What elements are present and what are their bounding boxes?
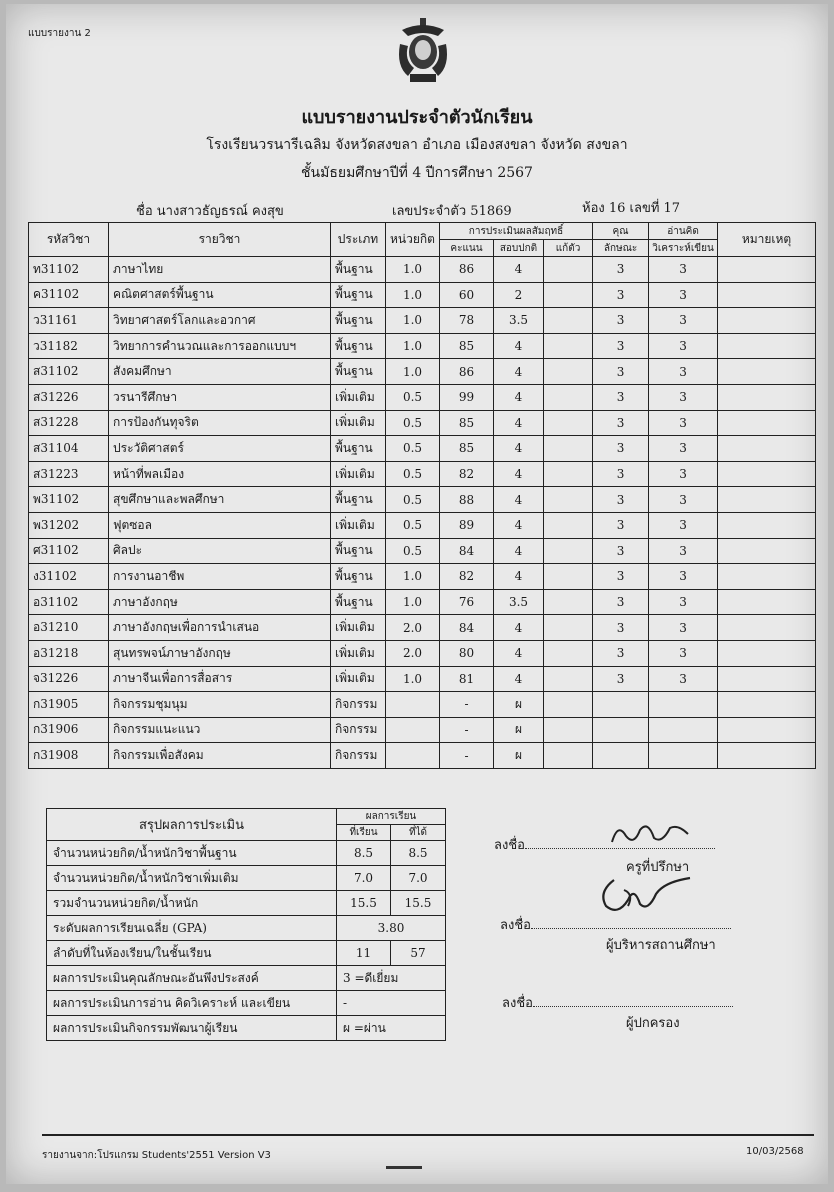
level-line: ชั้นมัธยมศึกษาปีที่ 4 ปีการศึกษา 2567 [301,165,533,181]
table-row [29,257,816,283]
parent-title: ผู้ปกครอง [626,1016,680,1031]
student-name: ชื่อ นางสาวธัญธรณ์ คงสุข [136,204,284,219]
score: 89 [440,512,494,538]
score: 60 [440,282,494,308]
rank-level: 57 [391,941,446,966]
table-row [29,512,816,538]
retest [544,743,593,769]
grade: 4 [494,333,544,359]
subject-name: วิทยาการคำนวณและการออกแบบฯ [109,333,331,359]
score: 81 [440,666,494,692]
subject-code: ศ31102 [29,538,109,564]
remark [718,384,816,410]
sign-label: ลงชื่อ [502,996,533,1011]
activity-eval-label: ผลการประเมินกิจกรรมพัฒนาผู้เรียน [47,1016,337,1041]
report-title: แบบรายงานประจำตัวนักเรียน [301,107,533,128]
subject-type: กิจกรรม [331,717,386,743]
credit: 1.0 [386,308,440,334]
subject-name: วิทยาศาสตร์โลกและอวกาศ [109,308,331,334]
credit: 0.5 [386,512,440,538]
reading-analysis: 3 [649,615,718,641]
score: 85 [440,333,494,359]
summary-row [47,841,446,866]
characteristic [593,743,649,769]
credit: 1.0 [386,257,440,283]
characteristic: 3 [593,487,649,513]
characteristic: 3 [593,666,649,692]
header-char-top: คุณ [593,223,649,240]
grade: ผ [494,717,544,743]
characteristic: 3 [593,359,649,385]
header-read-bottom: วิเคราะห์เขียน [649,240,718,257]
characteristic [593,717,649,743]
subject-name: ภาษาไทย [109,257,331,283]
score: 85 [440,436,494,462]
credit: 0.5 [386,384,440,410]
subject-code: ส31102 [29,359,109,385]
retest [544,257,593,283]
reading-analysis: 3 [649,436,718,462]
characteristic: 3 [593,538,649,564]
grade: 4 [494,564,544,590]
retest [544,538,593,564]
read-eval-label: ผลการประเมินการอ่าน คิดวิเคราะห์ และเขียน [47,991,337,1016]
characteristic: 3 [593,564,649,590]
subject-code: ส31228 [29,410,109,436]
subject-type: กิจกรรม [331,743,386,769]
grade: 4 [494,640,544,666]
retest [544,615,593,641]
subject-type: เพิ่มเติม [331,640,386,666]
footer-divider [42,1134,814,1136]
credit: 1.0 [386,333,440,359]
header-code: รหัสวิชา [29,223,109,257]
summary-label: รวมจำนวนหน่วยกิต/น้ำหนัก [47,891,337,916]
table-row [29,410,816,436]
remark [718,308,816,334]
credit: 1.0 [386,359,440,385]
characteristic: 3 [593,461,649,487]
summary-enrolled: 8.5 [337,841,391,866]
report-page [6,4,828,1184]
retest [544,333,593,359]
summary-title: สรุปผลการประเมิน [47,809,337,841]
char-eval-label: ผลการประเมินคุณลักษณะอันพึงประสงค์ [47,966,337,991]
retest [544,384,593,410]
subject-name: ศิลปะ [109,538,331,564]
header-char-bottom: ลักษณะ [593,240,649,257]
retest [544,692,593,718]
score: 88 [440,487,494,513]
table-row [29,333,816,359]
staple-mark [386,1166,422,1169]
reading-analysis: 3 [649,282,718,308]
credit: 0.5 [386,410,440,436]
table-row [29,564,816,590]
reading-analysis: 3 [649,640,718,666]
retest [544,308,593,334]
credit: 2.0 [386,640,440,666]
characteristic: 3 [593,410,649,436]
subject-type: เพิ่มเติม [331,384,386,410]
header-type: ประเภท [331,223,386,257]
summary-results-header: ผลการเรียน [337,809,446,825]
remark [718,461,816,487]
remark [718,717,816,743]
score: 85 [440,410,494,436]
subject-name: การงานอาชีพ [109,564,331,590]
subject-code: พ31102 [29,487,109,513]
remark [718,692,816,718]
credit [386,692,440,718]
advisor-title: ครูที่ปรึกษา [626,860,690,875]
credit: 0.5 [386,436,440,462]
subject-code: ว31182 [29,333,109,359]
grade: 4 [494,257,544,283]
table-row [29,282,816,308]
grade: ผ [494,692,544,718]
reading-analysis: 3 [649,384,718,410]
characteristic: 3 [593,512,649,538]
subject-name: ภาษาอังกฤษเพื่อการนำเสนอ [109,615,331,641]
rank-label: ลำดับที่ในห้องเรียน/ในชั้นเรียน [47,941,337,966]
subject-type: พื้นฐาน [331,589,386,615]
grade: 4 [494,359,544,385]
reading-analysis: 3 [649,538,718,564]
score: 84 [440,538,494,564]
grade: 4 [494,538,544,564]
characteristic: 3 [593,333,649,359]
reading-analysis: 3 [649,564,718,590]
retest [544,589,593,615]
score: 78 [440,308,494,334]
table-row [29,615,816,641]
subject-name: วรนารีศึกษา [109,384,331,410]
credit: 1.0 [386,666,440,692]
retest [544,640,593,666]
subject-code: จ31226 [29,666,109,692]
summary-row [47,891,446,916]
header-credit: หน่วยกิต [386,223,440,257]
grade: 4 [494,410,544,436]
reading-analysis [649,743,718,769]
grade: 3.5 [494,589,544,615]
subject-type: พื้นฐาน [331,282,386,308]
characteristic: 3 [593,436,649,462]
summary-enrolled: 15.5 [337,891,391,916]
advisor-signature-icon [604,816,694,852]
student-room: ห้อง 16 เลขที่ 17 [582,201,681,216]
characteristic: 3 [593,589,649,615]
grade: 4 [494,487,544,513]
retest [544,461,593,487]
subject-code: ส31226 [29,384,109,410]
score: 99 [440,384,494,410]
credit [386,717,440,743]
score: - [440,717,494,743]
reading-analysis: 3 [649,589,718,615]
credit: 0.5 [386,461,440,487]
remark [718,359,816,385]
header-read-top: อ่านคิด [649,223,718,240]
student-id: เลขประจำตัว 51869 [392,204,512,219]
subject-name: หน้าที่พลเมือง [109,461,331,487]
header-assessment: การประเมินผลสัมฤทธิ์ [440,223,593,240]
subject-name: คณิตศาสตร์พื้นฐาน [109,282,331,308]
grade: 4 [494,512,544,538]
parent-signature-line [502,992,733,1013]
remark [718,640,816,666]
summary-earned: 7.0 [391,866,446,891]
remark [718,564,816,590]
subject-name: ฟุตซอล [109,512,331,538]
remark [718,615,816,641]
remark [718,436,816,462]
grade: 4 [494,461,544,487]
subject-type: เพิ่มเติม [331,461,386,487]
remark [718,410,816,436]
subject-code: อ31102 [29,589,109,615]
summary-enrolled: 7.0 [337,866,391,891]
rank-room: 11 [337,941,391,966]
remark [718,282,816,308]
subject-code: ค31102 [29,282,109,308]
characteristic: 3 [593,640,649,666]
subject-type: เพิ่มเติม [331,410,386,436]
credit: 1.0 [386,282,440,308]
grade: ผ [494,743,544,769]
subject-type: พื้นฐาน [331,564,386,590]
subject-type: พื้นฐาน [331,487,386,513]
header-remark: หมายเหตุ [718,223,816,257]
summary-table [46,808,446,1041]
reading-analysis: 3 [649,308,718,334]
subject-name: ภาษาอังกฤษ [109,589,331,615]
subject-code: ง31102 [29,564,109,590]
director-title: ผู้บริหารสถานศึกษา [606,938,716,953]
score: 76 [440,589,494,615]
subject-code: ก31908 [29,743,109,769]
reading-analysis: 3 [649,461,718,487]
subject-code: ว31161 [29,308,109,334]
table-row [29,359,816,385]
reading-analysis: 3 [649,333,718,359]
subject-name: สังคมศึกษา [109,359,331,385]
subject-code: ก31905 [29,692,109,718]
credit: 0.5 [386,538,440,564]
credit: 1.0 [386,564,440,590]
subject-code: ส31104 [29,436,109,462]
remark [718,333,816,359]
reading-analysis [649,692,718,718]
footer-date: 10/03/2568 [746,1146,804,1157]
grade: 4 [494,666,544,692]
header-retest: แก้ตัว [544,240,593,257]
subject-name: ภาษาจีนเพื่อการสื่อสาร [109,666,331,692]
summary-col-enrolled: ที่เรียน [337,825,391,841]
retest [544,487,593,513]
summary-row [47,866,446,891]
header-subject: รายวิชา [109,223,331,257]
subject-code: อ31218 [29,640,109,666]
subject-type: เพิ่มเติม [331,615,386,641]
director-signature-icon [594,870,694,918]
table-row [29,666,816,692]
table-row [29,717,816,743]
director-signature-line [500,914,731,935]
characteristic: 3 [593,257,649,283]
reading-analysis [649,717,718,743]
remark [718,666,816,692]
retest [544,512,593,538]
subject-type: เพิ่มเติม [331,512,386,538]
char-eval-value: 3 =ดีเยี่ยม [337,966,446,991]
retest [544,282,593,308]
subject-name: กิจกรรมแนะแนว [109,717,331,743]
grade: 4 [494,436,544,462]
table-row [29,640,816,666]
activity-eval-value: ผ =ผ่าน [337,1016,446,1041]
subject-name: การป้องกันทุจริต [109,410,331,436]
subject-type: กิจกรรม [331,692,386,718]
subject-name: ประวัติศาสตร์ [109,436,331,462]
subject-type: พื้นฐาน [331,333,386,359]
retest [544,717,593,743]
reading-analysis: 3 [649,666,718,692]
subject-code: อ31210 [29,615,109,641]
reading-analysis: 3 [649,359,718,385]
score: 80 [440,640,494,666]
characteristic: 3 [593,615,649,641]
table-row [29,384,816,410]
table-row [29,487,816,513]
gpa-value: 3.80 [337,916,446,941]
sign-label: ลงชื่อ [494,838,525,853]
subject-name: กิจกรรมเพื่อสังคม [109,743,331,769]
grade: 4 [494,384,544,410]
score: 86 [440,257,494,283]
score: - [440,692,494,718]
score: 86 [440,359,494,385]
subject-code: พ31202 [29,512,109,538]
table-row [29,308,816,334]
credit: 1.0 [386,589,440,615]
table-row [29,743,816,769]
grade: 2 [494,282,544,308]
reading-analysis: 3 [649,487,718,513]
table-row [29,436,816,462]
subject-name: สุขศึกษาและพลศึกษา [109,487,331,513]
summary-label: จำนวนหน่วยกิต/น้ำหนักวิชาพื้นฐาน [47,841,337,866]
subject-type: พื้นฐาน [331,257,386,283]
school-line: โรงเรียนวรนารีเฉลิม จังหวัดสงขลา อำเภอ เมืองสงขลา จังหวัด สงขลา [206,137,628,153]
summary-earned: 15.5 [391,891,446,916]
characteristic: 3 [593,384,649,410]
reading-analysis: 3 [649,410,718,436]
remark [718,538,816,564]
read-eval-value: - [337,991,446,1016]
grade: 4 [494,615,544,641]
footer-program: รายงานจาก:โปรแกรม Students'2551 Version V3 [42,1150,271,1161]
reading-analysis: 3 [649,257,718,283]
summary-label: จำนวนหน่วยกิต/น้ำหนักวิชาเพิ่มเติม [47,866,337,891]
subject-type: พื้นฐาน [331,436,386,462]
score: 82 [440,461,494,487]
characteristic: 3 [593,282,649,308]
table-row [29,461,816,487]
score: - [440,743,494,769]
score: 84 [440,615,494,641]
remark [718,487,816,513]
table-row [29,589,816,615]
remark [718,257,816,283]
subject-name: สุนทรพจน์ภาษาอังกฤษ [109,640,331,666]
garuda-emblem-icon [394,16,452,86]
characteristic [593,692,649,718]
summary-earned: 8.5 [391,841,446,866]
retest [544,564,593,590]
summary-col-earned: ที่ได้ [391,825,446,841]
retest [544,666,593,692]
grade: 3.5 [494,308,544,334]
form-code: แบบรายงาน 2 [28,28,91,39]
header-normal: สอบปกติ [494,240,544,257]
remark [718,589,816,615]
remark [718,743,816,769]
subject-type: พื้นฐาน [331,308,386,334]
retest [544,436,593,462]
gpa-label: ระดับผลการเรียนเฉลี่ย (GPA) [47,916,337,941]
retest [544,410,593,436]
subject-type: พื้นฐาน [331,538,386,564]
table-row [29,692,816,718]
characteristic: 3 [593,308,649,334]
credit: 2.0 [386,615,440,641]
retest [544,359,593,385]
header-score: คะแนน [440,240,494,257]
credit [386,743,440,769]
remark [718,512,816,538]
score: 82 [440,564,494,590]
subject-code: ท31102 [29,257,109,283]
table-row [29,538,816,564]
subject-type: เพิ่มเติม [331,666,386,692]
sign-label: ลงชื่อ [500,918,531,933]
grades-table [28,222,816,769]
subject-name: กิจกรรมชุมนุม [109,692,331,718]
reading-analysis: 3 [649,512,718,538]
subject-code: ก31906 [29,717,109,743]
subject-type: พื้นฐาน [331,359,386,385]
credit: 0.5 [386,487,440,513]
subject-code: ส31223 [29,461,109,487]
